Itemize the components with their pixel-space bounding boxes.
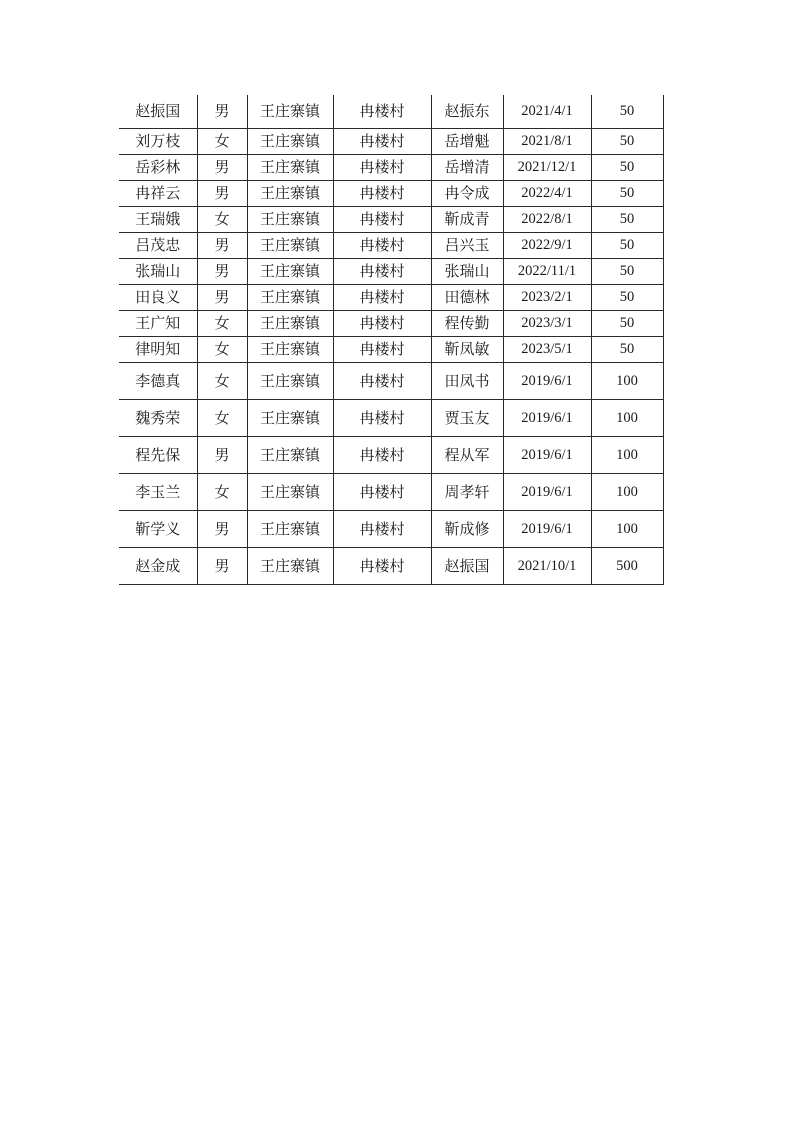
table-row [119, 129, 663, 155]
name-cell: 王瑞娥 [119, 207, 197, 233]
town-cell: 王庄寨镇 [247, 129, 333, 155]
date-cell: 2021/4/1 [503, 95, 591, 129]
gender-cell: 女 [197, 311, 247, 337]
table-row [119, 548, 663, 585]
gender-cell: 男 [197, 155, 247, 181]
gender-cell: 女 [197, 129, 247, 155]
amount-cell: 100 [591, 363, 663, 400]
village-cell: 冉楼村 [333, 259, 431, 285]
date-cell: 2023/3/1 [503, 311, 591, 337]
gender-cell: 男 [197, 511, 247, 548]
table-row [119, 474, 663, 511]
relative-cell: 冉令成 [431, 181, 503, 207]
relative-cell: 岳增清 [431, 155, 503, 181]
amount-cell: 50 [591, 181, 663, 207]
amount-cell: 100 [591, 400, 663, 437]
village-cell: 冉楼村 [333, 95, 431, 129]
town-cell: 王庄寨镇 [247, 233, 333, 259]
amount-cell: 50 [591, 155, 663, 181]
date-cell: 2021/12/1 [503, 155, 591, 181]
amount-cell: 50 [591, 207, 663, 233]
town-cell: 王庄寨镇 [247, 548, 333, 585]
relative-cell: 岳增魁 [431, 129, 503, 155]
name-cell: 刘万枝 [119, 129, 197, 155]
village-cell: 冉楼村 [333, 548, 431, 585]
table-row [119, 155, 663, 181]
relative-cell: 吕兴玉 [431, 233, 503, 259]
name-cell: 吕茂忠 [119, 233, 197, 259]
village-cell: 冉楼村 [333, 311, 431, 337]
date-cell: 2019/6/1 [503, 511, 591, 548]
gender-cell: 男 [197, 181, 247, 207]
date-cell: 2021/10/1 [503, 548, 591, 585]
amount-cell: 100 [591, 437, 663, 474]
relative-cell: 程传勤 [431, 311, 503, 337]
name-cell: 冉祥云 [119, 181, 197, 207]
town-cell: 王庄寨镇 [247, 511, 333, 548]
village-cell: 冉楼村 [333, 437, 431, 474]
town-cell: 王庄寨镇 [247, 400, 333, 437]
amount-cell: 50 [591, 95, 663, 129]
relative-cell: 靳凤敏 [431, 337, 503, 363]
date-cell: 2022/8/1 [503, 207, 591, 233]
amount-cell: 100 [591, 511, 663, 548]
date-cell: 2023/2/1 [503, 285, 591, 311]
table-row [119, 363, 663, 400]
amount-cell: 50 [591, 233, 663, 259]
gender-cell: 男 [197, 259, 247, 285]
table-row [119, 400, 663, 437]
gender-cell: 男 [197, 233, 247, 259]
gender-cell: 女 [197, 363, 247, 400]
gender-cell: 女 [197, 207, 247, 233]
name-cell: 王广知 [119, 311, 197, 337]
town-cell: 王庄寨镇 [247, 337, 333, 363]
document-page [119, 95, 663, 585]
village-cell: 冉楼村 [333, 363, 431, 400]
relative-cell: 程从军 [431, 437, 503, 474]
town-cell: 王庄寨镇 [247, 181, 333, 207]
town-cell: 王庄寨镇 [247, 207, 333, 233]
name-cell: 田良义 [119, 285, 197, 311]
village-cell: 冉楼村 [333, 511, 431, 548]
name-cell: 魏秀荣 [119, 400, 197, 437]
village-cell: 冉楼村 [333, 233, 431, 259]
name-cell: 岳彩林 [119, 155, 197, 181]
village-cell: 冉楼村 [333, 155, 431, 181]
date-cell: 2019/6/1 [503, 474, 591, 511]
gender-cell: 女 [197, 400, 247, 437]
name-cell: 律明知 [119, 337, 197, 363]
town-cell: 王庄寨镇 [247, 285, 333, 311]
name-cell: 李德真 [119, 363, 197, 400]
table-row [119, 311, 663, 337]
table-row [119, 233, 663, 259]
name-cell: 李玉兰 [119, 474, 197, 511]
name-cell: 张瑞山 [119, 259, 197, 285]
table-row [119, 511, 663, 548]
date-cell: 2019/6/1 [503, 400, 591, 437]
name-cell: 赵振国 [119, 95, 197, 129]
date-cell: 2023/5/1 [503, 337, 591, 363]
gender-cell: 女 [197, 474, 247, 511]
town-cell: 王庄寨镇 [247, 155, 333, 181]
date-cell: 2022/9/1 [503, 233, 591, 259]
relative-cell: 贾玉友 [431, 400, 503, 437]
town-cell: 王庄寨镇 [247, 311, 333, 337]
date-cell: 2022/11/1 [503, 259, 591, 285]
name-cell: 赵金成 [119, 548, 197, 585]
amount-cell: 50 [591, 285, 663, 311]
roster-body [119, 95, 663, 585]
amount-cell: 50 [591, 311, 663, 337]
table-row [119, 337, 663, 363]
village-cell: 冉楼村 [333, 474, 431, 511]
relative-cell: 张瑞山 [431, 259, 503, 285]
relative-cell: 田德林 [431, 285, 503, 311]
relative-cell: 靳成青 [431, 207, 503, 233]
table-row [119, 95, 663, 129]
town-cell: 王庄寨镇 [247, 95, 333, 129]
relative-cell: 周孝轩 [431, 474, 503, 511]
village-cell: 冉楼村 [333, 207, 431, 233]
relative-cell: 靳成修 [431, 511, 503, 548]
table-row [119, 259, 663, 285]
gender-cell: 男 [197, 548, 247, 585]
amount-cell: 50 [591, 129, 663, 155]
table-row [119, 207, 663, 233]
relative-cell: 赵振东 [431, 95, 503, 129]
gender-cell: 男 [197, 437, 247, 474]
amount-cell: 50 [591, 337, 663, 363]
village-cell: 冉楼村 [333, 285, 431, 311]
village-cell: 冉楼村 [333, 129, 431, 155]
table-row [119, 181, 663, 207]
gender-cell: 女 [197, 337, 247, 363]
town-cell: 王庄寨镇 [247, 363, 333, 400]
amount-cell: 50 [591, 259, 663, 285]
gender-cell: 男 [197, 95, 247, 129]
date-cell: 2019/6/1 [503, 437, 591, 474]
village-cell: 冉楼村 [333, 400, 431, 437]
village-cell: 冉楼村 [333, 181, 431, 207]
gender-cell: 男 [197, 285, 247, 311]
name-cell: 靳学义 [119, 511, 197, 548]
amount-cell: 100 [591, 474, 663, 511]
roster-table [119, 95, 664, 585]
relative-cell: 田凤书 [431, 363, 503, 400]
date-cell: 2019/6/1 [503, 363, 591, 400]
table-row [119, 437, 663, 474]
relative-cell: 赵振国 [431, 548, 503, 585]
town-cell: 王庄寨镇 [247, 474, 333, 511]
name-cell: 程先保 [119, 437, 197, 474]
town-cell: 王庄寨镇 [247, 437, 333, 474]
date-cell: 2022/4/1 [503, 181, 591, 207]
date-cell: 2021/8/1 [503, 129, 591, 155]
table-row [119, 285, 663, 311]
village-cell: 冉楼村 [333, 337, 431, 363]
amount-cell: 500 [591, 548, 663, 585]
town-cell: 王庄寨镇 [247, 259, 333, 285]
